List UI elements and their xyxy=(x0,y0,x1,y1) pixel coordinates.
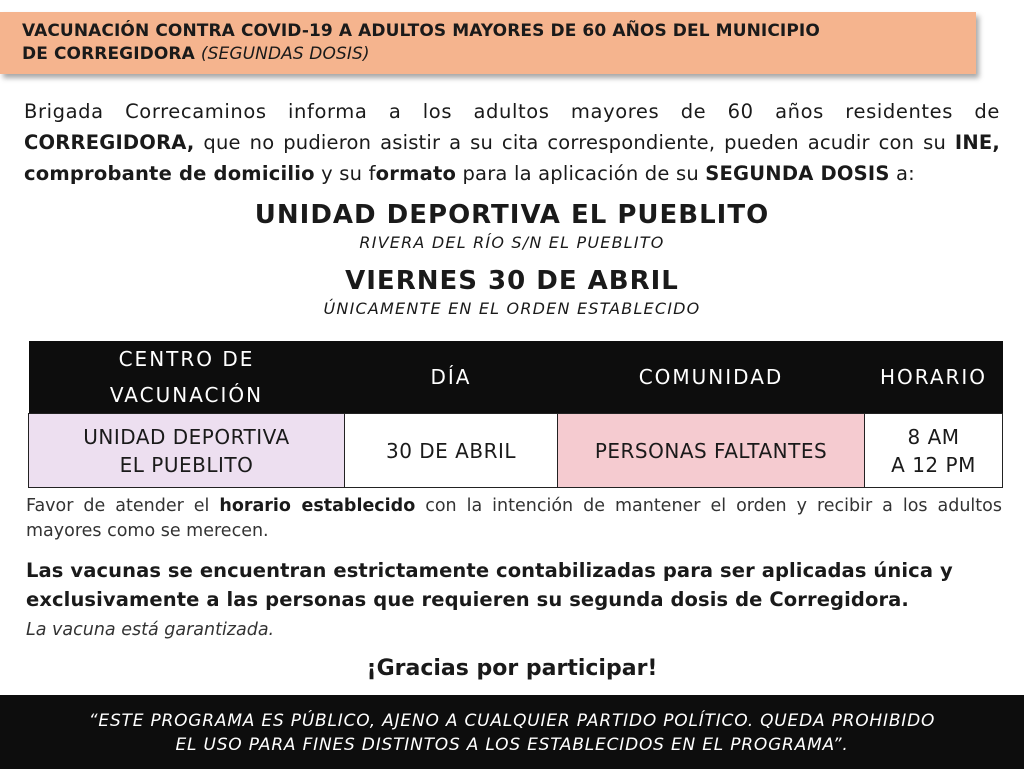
cell-schedule-line1: 8 AM xyxy=(907,424,960,449)
legal-footer xyxy=(0,695,1024,769)
intro-bold-ine: INE, comprobante de domicilio xyxy=(24,131,1000,185)
footer-line2: EL USO PARA FINES DISTINTOS A LOS ESTABLECIDOS EN EL PROGRAMA”. xyxy=(175,735,849,755)
intro-text-2: que no pudieron asistir a su cita correspondiente, pueden acudir con su xyxy=(194,131,955,154)
table-header-row xyxy=(29,341,1003,414)
intro-paragraph xyxy=(24,96,1000,189)
cell-community: PERSONAS FALTANTES xyxy=(558,414,865,488)
date-title: VIERNES 30 DE ABRIL xyxy=(345,266,679,296)
thanks-message: ¡Gracias por participar! xyxy=(366,656,658,681)
header-schedule: HORARIO xyxy=(865,341,1003,414)
cell-center-line2: EL PUEBLITO xyxy=(119,452,254,477)
schedule-note-text-2: con la intención de mantener el orden y recibir a los adultos mayores como se merecen. xyxy=(26,496,1002,541)
cell-schedule-line2: A 12 PM xyxy=(891,452,976,477)
vaccine-allocation-note: Las vacunas se encuentran estrictamente contabilizadas para ser aplicadas única y exclusivamente a las personas que requieren su segunda dosis de Corregidora. xyxy=(26,559,953,611)
banner-municipality: DE CORREGIDORA xyxy=(22,44,195,64)
banner-title-line2 xyxy=(22,43,976,66)
venue-address: RIVERA DEL RÍO S/N EL PUEBLITO xyxy=(359,233,665,252)
banner-title-line1: VACUNACIÓN CONTRA COVID-19 A ADULTOS MAYORES DE 60 AÑOS DEL MUNICIPIO xyxy=(22,21,820,41)
schedule-table xyxy=(28,341,1003,488)
header-day: DÍA xyxy=(345,341,558,414)
cell-day: 30 DE ABRIL xyxy=(345,414,558,488)
cell-center-line1: UNIDAD DEPORTIVA xyxy=(83,424,290,449)
schedule-note-text-1: Favor de atender el xyxy=(26,496,220,516)
cell-center xyxy=(29,414,345,488)
intro-bold-formato: ormato xyxy=(375,162,457,185)
banner-subtitle: (SEGUNDAS DOSIS) xyxy=(200,44,370,64)
header-community: COMUNIDAD xyxy=(558,341,865,414)
intro-text-3: y su f xyxy=(314,162,376,185)
schedule-note xyxy=(26,494,1002,544)
title-banner xyxy=(0,12,976,74)
intro-bold-municipality: CORREGIDORA, xyxy=(24,131,195,154)
header-center-line1: CENTRO DE xyxy=(118,347,255,371)
venue-title: UNIDAD DEPORTIVA EL PUEBLITO xyxy=(254,200,770,230)
vaccine-guarantee-note: La vacuna está garantizada. xyxy=(26,620,275,640)
schedule-note-bold: horario establecido xyxy=(219,496,416,516)
cell-schedule xyxy=(865,414,1003,488)
header-center-line2: VACUNACIÓN xyxy=(109,383,264,407)
intro-text-1: Brigada Correcaminos informa a los adultos mayores de 60 años residentes de xyxy=(24,100,1000,123)
table-row xyxy=(29,414,1003,488)
intro-text-5: a: xyxy=(889,162,915,185)
intro-bold-dose: SEGUNDA DOSIS xyxy=(705,162,890,185)
intro-text-4: para la aplicación de su xyxy=(456,162,706,185)
footer-line1: “ESTE PROGRAMA ES PÚBLICO, AJENO A CUALQUIER PARTIDO POLÍTICO. QUEDA PROHIBIDO xyxy=(88,711,936,731)
header-center xyxy=(29,341,345,414)
date-note: ÚNICAMENTE EN EL ORDEN ESTABLECIDO xyxy=(323,299,701,318)
